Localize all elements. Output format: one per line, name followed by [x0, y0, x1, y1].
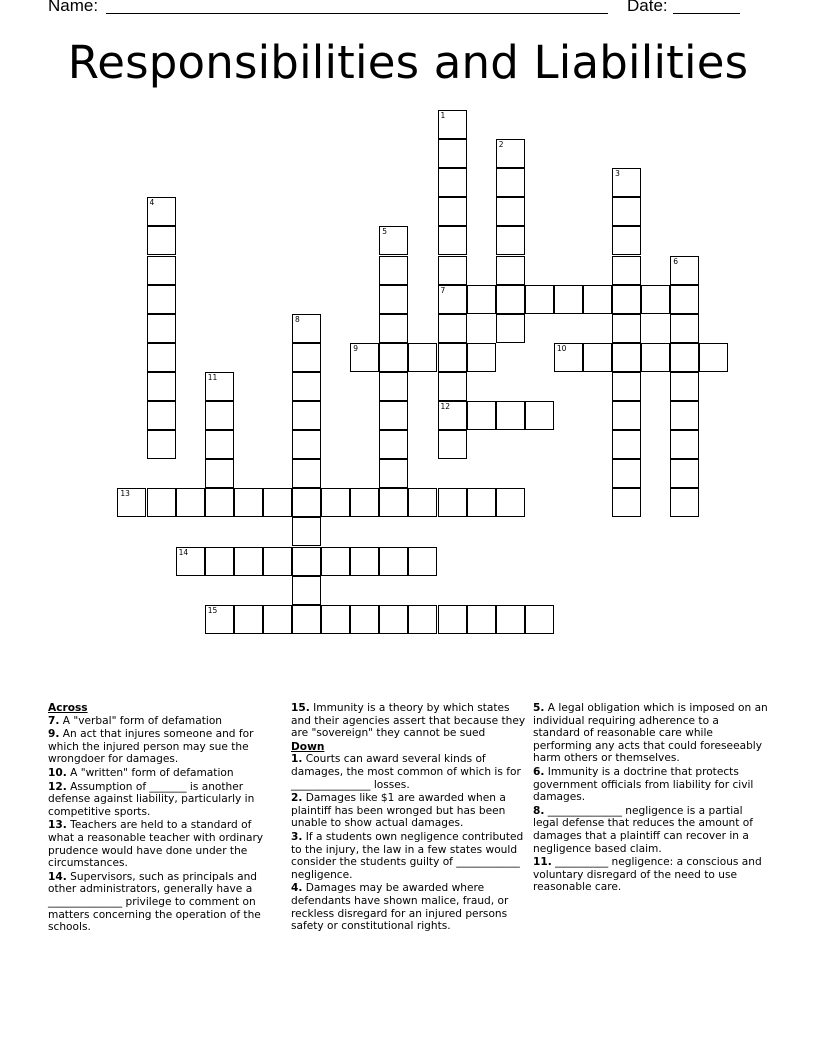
grid-cell[interactable]: [670, 314, 699, 343]
grid-cell[interactable]: [292, 459, 321, 488]
grid-cell[interactable]: [438, 372, 467, 401]
clue-down-1: 1. Courts can award several kinds of damages, the most common of which is for _______________ losses.: [291, 753, 521, 791]
clue-down-6: 6. Immunity is a doctrine that protects government officials from liability for civil damages.: [533, 765, 754, 804]
clue-across-13: 13. Teachers are held to a standard of what a reasonable teacher with ordinary prudence would have done under the circumstances.: [48, 819, 264, 870]
grid-cell[interactable]: [321, 488, 350, 517]
grid-cell[interactable]: [438, 343, 467, 372]
grid-cell[interactable]: [525, 401, 554, 430]
grid-cell[interactable]: [147, 343, 176, 372]
grid-cell[interactable]: [408, 547, 437, 576]
grid-cell[interactable]: [612, 372, 641, 401]
clue-number: 13: [120, 489, 130, 499]
grid-cell[interactable]: [612, 168, 641, 197]
grid-cell[interactable]: [350, 488, 379, 517]
clue-down-2: 2. Damages like $1 are awarded when a plaintiff has been wronged but has been unable to show actual damages.: [291, 792, 506, 830]
clue-across-12: 12. Assumption of _______ is another defense against liability, particularly in competitive sports.: [48, 780, 255, 818]
grid-cell[interactable]: [292, 605, 321, 634]
grid-cell[interactable]: [292, 430, 321, 459]
grid-cell[interactable]: [438, 226, 467, 255]
clue-number: 8: [295, 314, 300, 324]
grid-cell[interactable]: [408, 488, 437, 517]
grid-cell[interactable]: [321, 605, 350, 634]
grid-cell[interactable]: [147, 314, 176, 343]
grid-cell[interactable]: [670, 285, 699, 314]
grid-cell[interactable]: [641, 285, 670, 314]
clue-number: 1: [440, 111, 446, 120]
clue-number: 12: [440, 402, 451, 411]
grid-cell[interactable]: [670, 459, 699, 488]
grid-cell[interactable]: [496, 139, 525, 168]
grid-cell[interactable]: [205, 401, 234, 430]
clue-down-11: 11. __________ negligence: a conscious and voluntary disregard of the need to use reasonable care.: [533, 856, 762, 894]
grid-cell[interactable]: [292, 576, 321, 605]
clue-number: 4: [149, 198, 155, 208]
grid-cell[interactable]: [205, 547, 234, 576]
grid-cell[interactable]: [612, 256, 641, 285]
grid-cell[interactable]: [408, 343, 437, 372]
grid-cell[interactable]: [147, 430, 176, 459]
grid-cell[interactable]: [147, 401, 176, 430]
grid-cell[interactable]: [147, 285, 176, 314]
grid-cell[interactable]: [496, 226, 525, 255]
clue-across-14: 14. Supervisors, such as principals and other administrators, generally have a ______________ privilege to comment on matters concerning the operation of the schools.: [48, 870, 261, 934]
grid-cell[interactable]: [292, 401, 321, 430]
grid-cell[interactable]: [379, 372, 408, 401]
grid-cell[interactable]: [438, 488, 467, 517]
grid-cell[interactable]: [176, 488, 205, 517]
grid-cell[interactable]: [350, 605, 379, 634]
grid-cell[interactable]: [670, 372, 699, 401]
grid-cell[interactable]: [670, 256, 699, 285]
grid-cell[interactable]: [438, 430, 467, 459]
clue-number: 11: [207, 372, 218, 382]
grid-cell[interactable]: [379, 401, 408, 430]
grid-cell[interactable]: [379, 547, 408, 576]
grid-cell[interactable]: [379, 430, 408, 459]
grid-cell[interactable]: [670, 430, 699, 459]
grid-cell[interactable]: [467, 285, 496, 314]
grid-cell[interactable]: [292, 343, 321, 372]
grid-cell[interactable]: [234, 547, 263, 576]
grid-cell[interactable]: [147, 372, 176, 401]
grid-cell[interactable]: [496, 285, 525, 314]
grid-cell[interactable]: [699, 343, 728, 372]
grid-cell[interactable]: [438, 285, 467, 314]
grid-cell[interactable]: [379, 285, 408, 314]
clue-down-8: 8. ______________ negligence is a partial legal defense that reduces the amount of damages that a plaintiff can recover in a negligence based claim.: [533, 804, 753, 855]
grid-cell[interactable]: [438, 110, 467, 139]
grid-cell[interactable]: [438, 256, 467, 285]
clues-column-3: [533, 702, 769, 895]
clue-number: 9: [353, 343, 358, 353]
grid-cell[interactable]: [612, 226, 641, 255]
clues-column-1: [48, 702, 280, 935]
grid-cell[interactable]: [670, 343, 699, 372]
clue-down-5: 5. A legal obligation which is imposed on an individual requiring adherence to a standard of reasonable care while performing any acts that could foreseeably harm others or themselves.: [533, 702, 768, 765]
clue-across-9: 9. An act that injures someone and for which the injured person may sue the wrongdoer for damages.: [48, 728, 254, 766]
grid-cell[interactable]: [612, 285, 641, 314]
grid-cell[interactable]: [554, 343, 583, 372]
grid-cell[interactable]: [496, 197, 525, 226]
clue-number: 3: [615, 169, 620, 179]
grid-cell[interactable]: [292, 372, 321, 401]
grid-cell[interactable]: [292, 517, 321, 546]
grid-cell[interactable]: [438, 139, 467, 168]
grid-cell[interactable]: [379, 459, 408, 488]
grid-cell[interactable]: [379, 226, 408, 255]
grid-cell[interactable]: [612, 401, 641, 430]
grid-cell[interactable]: [234, 605, 263, 634]
clue-number: 10: [556, 343, 567, 353]
grid-cell[interactable]: [670, 488, 699, 517]
grid-cell[interactable]: [612, 343, 641, 372]
grid-cell[interactable]: [379, 343, 408, 372]
grid-cell[interactable]: [205, 430, 234, 459]
grid-cell[interactable]: [205, 459, 234, 488]
grid-cell[interactable]: [467, 343, 496, 372]
grid-cell[interactable]: [583, 285, 612, 314]
grid-cell[interactable]: [641, 343, 670, 372]
clue-number: 6: [673, 256, 679, 266]
clue-number: 2: [498, 140, 504, 150]
grid-cell[interactable]: [438, 401, 467, 430]
grid-cell[interactable]: [379, 605, 408, 634]
grid-cell[interactable]: [379, 256, 408, 285]
clue-across-10: 10. A "written" form of defamation: [48, 766, 234, 779]
grid-cell[interactable]: [379, 314, 408, 343]
grid-cell[interactable]: [496, 488, 525, 517]
grid-cell[interactable]: [438, 605, 467, 634]
down-heading: Down: [291, 740, 325, 753]
grid-cell[interactable]: [612, 314, 641, 343]
grid-cell[interactable]: [554, 285, 583, 314]
grid-cell[interactable]: [292, 547, 321, 576]
grid-cell[interactable]: [496, 401, 525, 430]
grid-cell[interactable]: [612, 430, 641, 459]
grid-cell[interactable]: [176, 547, 205, 576]
grid-cell[interactable]: [205, 488, 234, 517]
clue-number: 7: [440, 285, 446, 295]
grid-cell[interactable]: [379, 488, 408, 517]
clue-down-3: 3. If a students own negligence contributed to the injury, the law in a few states would consider the students guilty of ____________ negligence.: [291, 830, 524, 881]
grid-cell[interactable]: [467, 605, 496, 634]
grid-cell[interactable]: [147, 226, 176, 255]
grid-cell[interactable]: [496, 314, 525, 343]
grid-cell[interactable]: [321, 547, 350, 576]
grid-cell[interactable]: [525, 285, 554, 314]
grid-cell[interactable]: [234, 488, 263, 517]
grid-cell[interactable]: [263, 547, 292, 576]
grid-cell[interactable]: [350, 343, 379, 372]
grid-cell[interactable]: [496, 605, 525, 634]
clue-down-4: 4. Damages may be awarded where defendants have shown malice, fraud, or reckless disregard for an injured persons safety or constitutional rights.: [291, 882, 509, 933]
grid-cell[interactable]: [612, 488, 641, 517]
page-title: Responsibilities and Liabilities: [67, 36, 749, 89]
grid-cell[interactable]: [263, 605, 292, 634]
grid-cell[interactable]: [438, 168, 467, 197]
clue-across-15: 15. Immunity is a theory by which states and their agencies assert that because they are "sovereign" they cannot be sued: [291, 702, 526, 740]
grid-cell[interactable]: [496, 256, 525, 285]
grid-cell[interactable]: [438, 314, 467, 343]
clue-across-7: 7. A "verbal" form of defamation: [48, 714, 223, 727]
clues-column-2: [291, 702, 527, 934]
grid-cell[interactable]: [408, 605, 437, 634]
grid-cell[interactable]: [612, 459, 641, 488]
grid-cell[interactable]: [205, 605, 234, 634]
grid-cell[interactable]: [350, 547, 379, 576]
date-label: Date:: [627, 0, 668, 15]
grid-cell[interactable]: [467, 401, 496, 430]
grid-cell[interactable]: [292, 488, 321, 517]
name-label: Name:: [48, 0, 99, 15]
clue-number: 15: [207, 605, 218, 615]
grid-cell[interactable]: [612, 197, 641, 226]
grid-cell[interactable]: [205, 372, 234, 401]
grid-cell[interactable]: [496, 168, 525, 197]
grid-cell[interactable]: [292, 314, 321, 343]
grid-cell[interactable]: [147, 256, 176, 285]
grid-cell[interactable]: [670, 401, 699, 430]
grid-cell[interactable]: [117, 488, 146, 517]
grid-cell[interactable]: [263, 488, 292, 517]
grid-cell[interactable]: [147, 197, 176, 226]
clue-number: 5: [382, 227, 388, 237]
clue-number: 14: [178, 547, 189, 557]
across-heading: Across: [48, 702, 88, 714]
grid-cell[interactable]: [583, 343, 612, 372]
grid-cell[interactable]: [147, 488, 176, 517]
grid-cell[interactable]: [467, 488, 496, 517]
grid-cell[interactable]: [525, 605, 554, 634]
grid-cell[interactable]: [438, 197, 467, 226]
